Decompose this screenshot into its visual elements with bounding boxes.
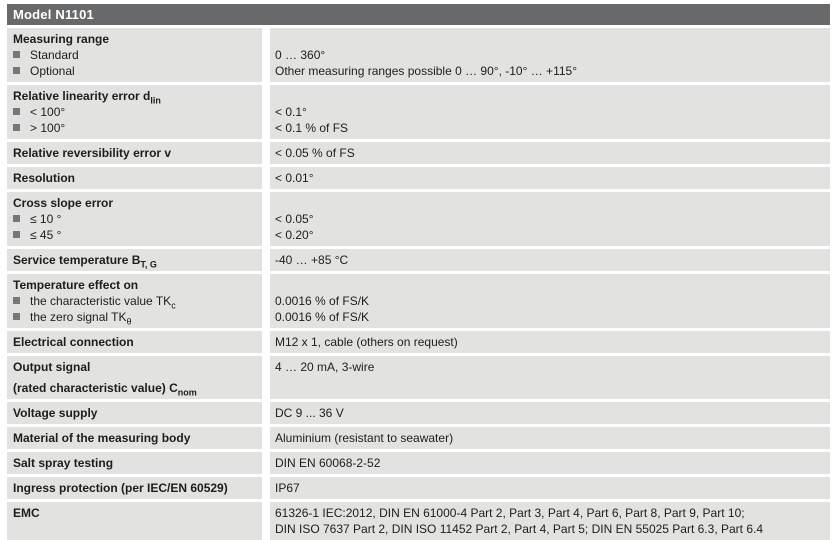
table-row [7,452,830,474]
value-spacer [275,88,824,104]
row-title-text: Relative reversibility error v [13,146,172,160]
value-line: IP67 [275,481,300,495]
row-title-text: Output signal [13,360,91,374]
table-row [7,274,830,328]
value-line: DIN ISO 7637 Part 2, DIN ISO 11452 Part 2, Part 4, Part 5; DIN EN 55025 Part 6.3, Part 6.4 [275,522,764,536]
row-label [7,167,262,189]
row-title-text: Cross slope error [13,196,114,210]
row-label [7,274,262,328]
value-line: 4 … 20 mA, 3-wire [275,360,375,374]
value-line: 0 … 360° [275,48,326,62]
bullet-text: Standard [30,48,79,62]
spec-table [7,4,830,540]
table-row [7,28,830,82]
row-value [270,452,830,474]
table-row [7,427,830,449]
value-spacer [275,195,824,211]
row-title-text: Service temperature B [13,253,141,267]
row-title [13,405,256,421]
row-value [270,28,830,82]
value-line: < 0.05° [275,212,314,226]
row-title [13,195,256,211]
row-label [7,356,262,399]
row-label [7,192,262,246]
table-row [7,502,830,540]
row-label [7,142,262,164]
value-line: < 0.1° [275,105,307,119]
row-label [7,502,262,540]
table-row [7,85,830,139]
bullet-text: > 100° [30,121,66,135]
bullet-text: Optional [30,64,75,78]
value-line: Other measuring ranges possible 0 … 90°, -10° … +115° [275,64,577,78]
value-line: DC 9 ... 36 V [275,406,344,420]
row-title [13,480,256,496]
model-header-title: Model N1101 [13,7,94,22]
value-line: < 0.20° [275,228,314,242]
table-row [7,249,830,271]
row-value [270,167,830,189]
row-title-sub: nom [177,387,197,398]
value-spacer [275,277,824,293]
row-title [13,505,256,521]
row-label [7,477,262,499]
table-row [7,142,830,164]
row-title [13,455,256,471]
bullet-square-icon [13,297,20,304]
row-label [7,28,262,82]
row-title-text: (rated characteristic value) C [13,381,178,395]
bullet-line [13,227,256,243]
value-line: -40 … +85 °C [275,253,349,267]
bullet-square-icon [13,51,20,58]
table-row [7,192,830,246]
value-line: Aluminium (resistant to seawater) [275,431,454,445]
row-label [7,85,262,139]
row-value [270,249,830,271]
row-value [270,402,830,424]
row-value [270,192,830,246]
bullet-line [13,104,256,120]
value-line: 0.0016 % of FS/K [275,294,370,308]
row-title [13,277,256,293]
row-title-line2 [13,380,256,396]
row-value [270,477,830,499]
bullet-square-icon [13,108,20,115]
bullet-square-icon [13,231,20,238]
value-line: M12 x 1, cable (others on request) [275,335,458,349]
row-title [13,359,256,375]
row-title-text: Ingress protection (per IEC/EN 60529) [13,481,228,495]
row-title-sub: lin [150,95,161,106]
row-value [270,427,830,449]
row-title [13,88,256,104]
row-title-sub: T, G [140,259,157,270]
value-spacer [275,31,824,47]
model-header [7,4,830,25]
row-label [7,249,262,271]
table-row [7,356,830,399]
bullet-line [13,120,256,136]
row-value [270,356,830,399]
table-row [7,402,830,424]
row-title [13,170,256,186]
row-value [270,85,830,139]
bullet-line [13,47,256,63]
row-label [7,452,262,474]
value-line: < 0.01° [275,171,314,185]
value-line: DIN EN 60068-2-52 [275,456,381,470]
row-title-text: Measuring range [13,32,110,46]
row-label [7,427,262,449]
table-row [7,331,830,353]
bullet-text: ≤ 10 ° [30,212,62,226]
table-row [7,477,830,499]
table-row [7,167,830,189]
bullet-text: the zero signal TK [30,310,127,324]
value-line: < 0.1 % of FS [275,121,349,135]
row-title-text: Voltage supply [13,406,98,420]
bullet-line: the characteristic value $TK_c$ [13,293,256,309]
value-line: 61326-1 IEC:2012, DIN EN 61000-4 Part 2, Part 3, Part 4, Part 6, Part 8, Part 9, Part 10; [275,506,745,520]
row-title-text: Material of the measuring body [13,431,191,445]
row-value [270,331,830,353]
row-value [270,502,830,540]
bullet-line: the zero signal $TK_\theta$ [13,309,256,325]
bullet-line [13,211,256,227]
row-title [13,145,256,161]
row-label [7,331,262,353]
row-title-text: Temperature effect on [13,278,139,292]
bullet-square-icon [13,313,20,320]
row-title-text: Resolution [13,171,75,185]
row-title [13,430,256,446]
row-title [13,334,256,350]
row-title-text: Electrical connection [13,335,134,349]
row-value [270,142,830,164]
row-title-text: Salt spray testing [13,456,114,470]
row-title [13,31,256,47]
row-value [270,274,830,328]
row-title-text: EMC [13,506,40,520]
row-title [13,252,256,268]
bullet-line [13,63,256,79]
bullet-text: the characteristic value TK [30,294,172,308]
bullet-square-icon [13,67,20,74]
value-line: < 0.05 % of FS [275,146,355,160]
value-line: 0.0016 % of FS/K [275,310,370,324]
bullet-square-icon [13,124,20,131]
bullet-square-icon [13,215,20,222]
row-title-text: Relative linearity error d [13,89,151,103]
bullet-text: < 100° [30,105,66,119]
bullet-text: ≤ 45 ° [30,228,62,242]
row-label [7,402,262,424]
